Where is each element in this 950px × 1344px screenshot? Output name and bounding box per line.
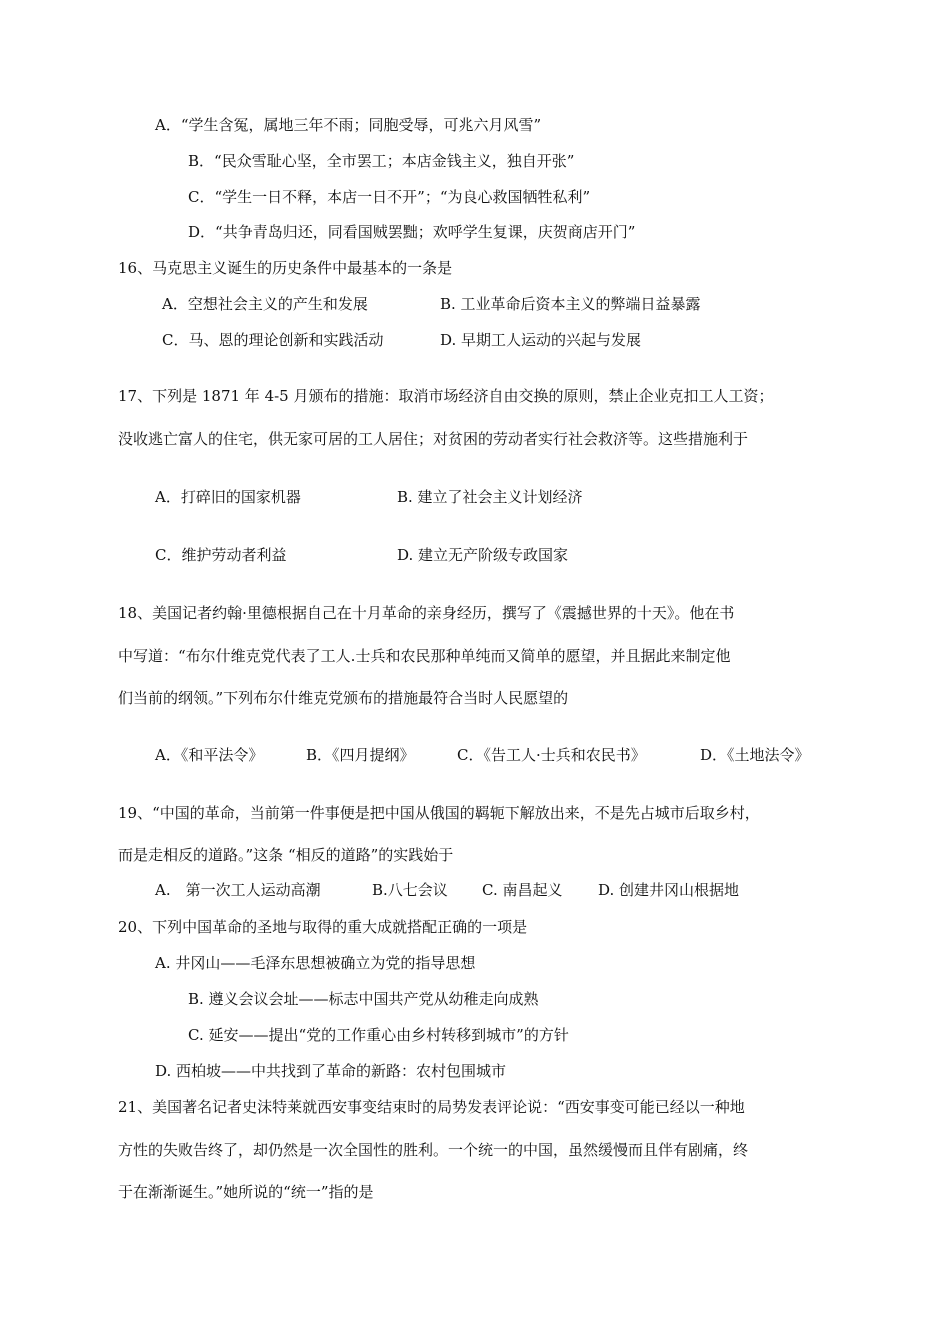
q19-option-c: C. 南昌起义 — [482, 881, 563, 899]
q19-option-a: A. 第一次工人运动高潮 — [155, 881, 321, 899]
q21-stem-line-2: 方性的失败告终了，却仍然是一次全国性的胜利。一个统一的中国，虽然缓慢而且伴有剧痛，终 — [118, 1141, 749, 1159]
q20-option-a: A. 井冈山——毛泽东思想被确立为党的指导思想 — [155, 954, 476, 972]
q17-option-a: A．打碎旧的国家机器 — [155, 488, 301, 506]
q15-option-b: B．“民众雪耻心坚，全市罢工；本店金钱主义，独自开张” — [188, 152, 575, 170]
q21-stem-line-1: 21、美国著名记者史沫特莱就西安事变结束时的局势发表评论说：“西安事变可能已经以一种地 — [118, 1098, 745, 1116]
q20-stem: 20、下列中国革命的圣地与取得的重大成就搭配正确的一项是 — [118, 918, 528, 936]
q19-option-d: D. 创建井冈山根据地 — [598, 881, 740, 899]
q20-option-d: D. 西柏坡——中共找到了革命的新路：农村包围城市 — [155, 1062, 507, 1080]
q19-stem-line-2: 而是走相反的道路。”这条 “相反的道路”的实践始于 — [118, 846, 454, 864]
q15-option-a: A．“学生含冤，属地三年不雨；同胞受辱，可兆六月风雪” — [155, 116, 542, 134]
q18-stem-line-3: 们当前的纲领。”下列布尔什维克党颁布的措施最符合当时人民愿望的 — [118, 689, 569, 707]
q21-stem-line-3: 于在渐渐诞生。”她所说的“统一”指的是 — [118, 1183, 374, 1201]
q17-option-c: C．维护劳动者利益 — [155, 546, 287, 564]
q20-option-b: B. 遵义会议会址——标志中国共产党从幼稚走向成熟 — [188, 990, 539, 1008]
q20-option-c: C. 延安——提出“党的工作重心由乡村转移到城市”的方针 — [188, 1026, 569, 1044]
q17-stem-line-1: 17、下列是 1871 年 4-5 月颁布的措施：取消市场经济自由交换的原则，禁止企业克扣工人工资； — [118, 387, 774, 405]
q17-option-b: B. 建立了社会主义计划经济 — [397, 488, 583, 506]
q18-stem-line-2: 中写道：“布尔什维克党代表了工人.士兵和农民那种单纯而又简单的愿望，并且据此来制定他 — [118, 647, 731, 665]
q16-option-b: B. 工业革命后资本主义的弊端日益暴露 — [440, 295, 701, 313]
q18-option-d: D．《土地法令》 — [700, 746, 810, 764]
q16-option-d: D. 早期工人运动的兴起与发展 — [440, 331, 642, 349]
q15-option-c: C．“学生一日不释，本店一日不开”；“为良心救国牺牲私利” — [188, 188, 591, 206]
q18-option-c: C．《告工人·士兵和农民书》 — [457, 746, 646, 764]
q17-stem-line-2: 没收逃亡富人的住宅，供无家可居的工人居住；对贫困的劳动者实行社会救济等。这些措施利于 — [118, 430, 749, 448]
q18-stem-line-1: 18、美国记者约翰·里德根据自己在十月革命的亲身经历，撰写了《震撼世界的十天》。他在书 — [118, 604, 735, 622]
q16-stem: 16、马克思主义诞生的历史条件中最基本的一条是 — [118, 259, 453, 277]
q19-option-b: B.八七会议 — [372, 881, 448, 899]
q16-option-c: C．马、恩的理论创新和实践活动 — [162, 331, 384, 349]
q19-stem-line-1: 19、“中国的革命，当前第一件事便是把中国从俄国的羁轭下解放出来，不是先占城市后取乡村， — [118, 804, 760, 822]
q16-option-a: A．空想社会主义的产生和发展 — [162, 295, 368, 313]
q18-option-b: B．《四月提纲》 — [306, 746, 415, 764]
q17-option-d: D. 建立无产阶级专政国家 — [397, 546, 569, 564]
q18-option-a: A．《和平法令》 — [155, 746, 264, 764]
q15-option-d: D．“共争青岛归还，同看国贼罢黜；欢呼学生复课，庆贺商店开门” — [188, 223, 636, 241]
